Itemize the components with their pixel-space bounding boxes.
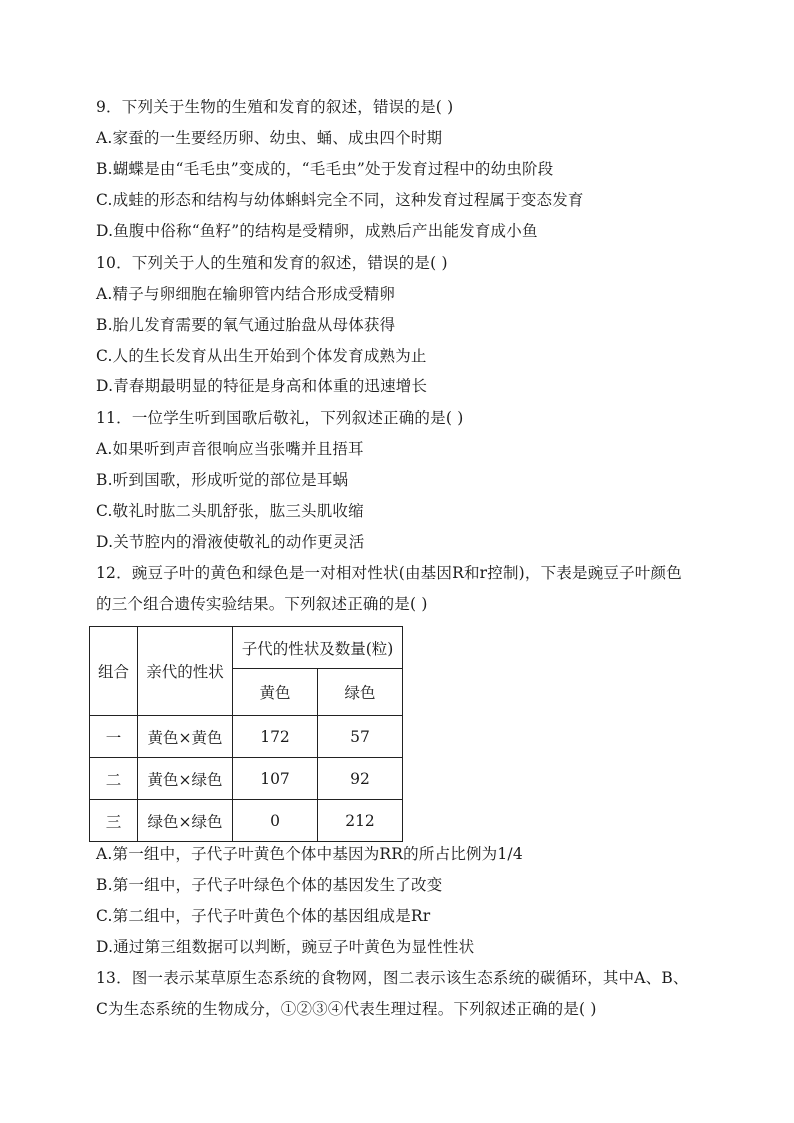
question-11-option-b: B.听到国歌，形成听觉的部位是耳蜗 (96, 471, 349, 489)
cell-yellow: 107 (233, 758, 318, 800)
question-13-stem-line1: 13．图一表示某草原生态系统的食物网，图二表示该生态系统的碳循环，其中A、B、 (96, 969, 689, 987)
question-11-option-a: A.如果听到声音很响应当张嘴并且捂耳 (96, 440, 364, 458)
question-10-option-b: B.胎儿发育需要的氧气通过胎盘从母体获得 (96, 316, 396, 334)
question-12-option-d: D.通过第三组数据可以判断，豌豆子叶黄色为显性性状 (96, 938, 475, 956)
table-row (90, 758, 403, 800)
question-9-option-a: A.家蚕的一生要经历卵、幼虫、蛹、成虫四个时期 (96, 129, 443, 147)
header-group: 组合 (90, 627, 138, 716)
cell-group: 三 (90, 800, 138, 842)
question-12-option-b: B.第一组中，子代子叶绿色个体的基因发生了改变 (96, 876, 443, 894)
cell-parent: 黄色×黄色 (138, 716, 233, 758)
question-10-stem: 10．下列关于人的生殖和发育的叙述，错误的是( ) (96, 254, 448, 272)
question-12-option-c: C.第二组中，子代子叶黄色个体的基因组成是Rr (96, 907, 431, 925)
question-9-option-d: D.鱼腹中俗称“鱼籽”的结构是受精卵，成熟后产出能发育成小鱼 (96, 222, 538, 240)
question-9-option-c: C.成蛙的形态和结构与幼体蝌蚪完全不同，这种发育过程属于变态发育 (96, 191, 584, 209)
question-9-option-b: B.蝴蝶是由“毛毛虫”变成的，“毛毛虫”处于发育过程中的幼虫阶段 (96, 160, 554, 178)
question-11-option-d: D.关节腔内的滑液使敬礼的动作更灵活 (96, 533, 365, 551)
table-row (90, 716, 403, 758)
question-11-stem: 11．一位学生听到国歌后敬礼，下列叙述正确的是( ) (96, 409, 464, 427)
cell-green: 212 (318, 800, 403, 842)
question-10-option-a: A.精子与卵细胞在输卵管内结合形成受精卵 (96, 285, 396, 303)
question-12-stem-line1: 12．豌豆子叶的黄色和绿色是一对相对性状(由基因R和r控制)，下表是豌豆子叶颜色 (96, 564, 682, 582)
genetics-results-table (89, 626, 403, 842)
question-13-stem-line2: C为生态系统的生物成分，①②③④代表生理过程。下列叙述正确的是( ) (96, 1000, 597, 1018)
cell-group: 一 (90, 716, 138, 758)
question-11-option-c: C.敬礼时肱二头肌舒张，肱三头肌收缩 (96, 502, 364, 520)
cell-yellow: 0 (233, 800, 318, 842)
cell-green: 57 (318, 716, 403, 758)
question-10-option-d: D.青春期最明显的特征是身高和体重的迅速增长 (96, 377, 428, 395)
cell-parent: 黄色×绿色 (138, 758, 233, 800)
cell-yellow: 172 (233, 716, 318, 758)
question-10-option-c: C.人的生长发育从出生开始到个体发育成熟为止 (96, 347, 427, 365)
question-9-stem: 9．下列关于生物的生殖和发育的叙述，错误的是( ) (96, 98, 454, 116)
header-yellow: 黄色 (233, 669, 318, 716)
cell-group: 二 (90, 758, 138, 800)
question-12-option-a: A.第一组中，子代子叶黄色个体中基因为RR的所占比例为1/4 (96, 845, 523, 863)
header-offspring-trait-count: 子代的性状及数量(粒) (233, 627, 403, 669)
question-12-stem-line2: 的三个组合遗传实验结果。下列叙述正确的是( ) (96, 595, 428, 613)
table-row (90, 800, 403, 842)
header-green: 绿色 (318, 669, 403, 716)
cell-green: 92 (318, 758, 403, 800)
cell-parent: 绿色×绿色 (138, 800, 233, 842)
header-parent-trait: 亲代的性状 (138, 627, 233, 716)
